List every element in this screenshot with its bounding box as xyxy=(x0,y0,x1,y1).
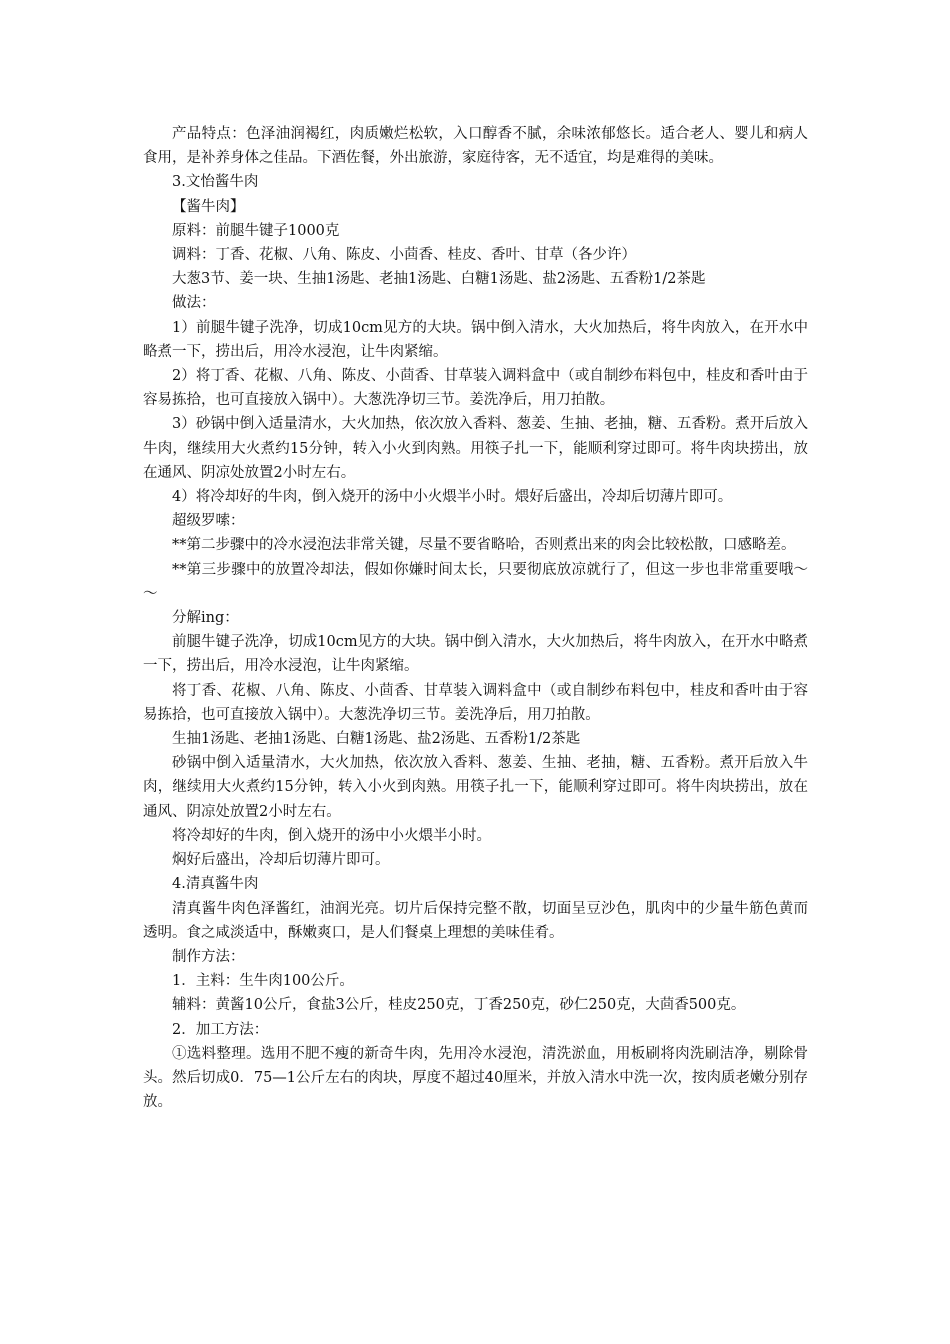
breakdown-step-3: 砂锅中倒入适量清水，大火加热，依次放入香料、葱姜、生抽、老抽，糖、五香粉。煮开后放入牛肉，继续用大火煮约15分钟，转入小火到肉熟。用筷子扎一下，能顺利穿过即可。将牛肉块捞出，放在通风、阴凉处放置2小时左右。 xyxy=(143,755,808,820)
note-1: **第二步骤中的冷水浸泡法非常关键，尽量不要省略哈，否则煮出来的肉会比较松散，口感略差。 xyxy=(172,537,796,554)
paragraph-product-features: 产品特点：色泽油润褐红，肉质嫩烂松软，入口醇香不腻，余味浓郁悠长。适合老人、婴儿和病人食用，是补养身体之佳品。下酒佐餐，外出旅游，家庭待客，无不适宜，均是难得的美味。 xyxy=(143,126,808,167)
breakdown-seasoning: 生抽1汤匙、老抽1汤匙、白糖1汤匙、盐2汤匙、五香粉1/2茶匙 xyxy=(172,731,581,748)
section-heading-3: 3.文怡酱牛肉 xyxy=(172,174,259,191)
note-2: **第三步骤中的放置冷却法，假如你嫌时间太长，只要彻底放凉就行了，但这一步也非常重要哦～～ xyxy=(143,561,808,602)
breakdown-step-4: 将冷却好的牛肉，倒入烧开的汤中小火煨半小时。 xyxy=(172,827,491,844)
method-step-4: 4）将冷却好的牛肉，倒入烧开的汤中小火煨半小时。煨好后盛出，冷却后切薄片即可。 xyxy=(172,489,733,506)
method-step-2: 2）将丁香、花椒、八角、陈皮、小茴香、甘草装入调料盒中（或自制纱布料包中，桂皮和香叶由于容易拣拾，也可直接放入锅中）。大葱洗净切三节。姜洗净后，用刀拍散。 xyxy=(143,368,808,409)
notes-heading: 超级罗嗦： xyxy=(172,513,245,530)
section-heading-4: 4.清真酱牛肉 xyxy=(172,876,259,893)
auxiliary-ingredients: 辅料：黄酱10公斤，食盐3公斤，桂皮250克，丁香250克，砂仁250克，大茴香500克。 xyxy=(172,997,746,1014)
breakdown-step-1: 前腿牛键子洗净，切成10cm见方的大块。锅中倒入清水，大火加热后，将牛肉放入，在开水中略煮一下，捞出后，用冷水浸泡，让牛肉紧缩。 xyxy=(143,634,808,675)
processing-heading: 2．加工方法： xyxy=(172,1021,269,1038)
breakdown-step-2: 将丁香、花椒、八角、陈皮、小茴香、甘草装入调料盒中（或自制纱布料包中，桂皮和香叶由于容易拣拾，也可直接放入锅中）。大葱洗净切三节。姜洗净后，用刀拍散。 xyxy=(143,682,808,723)
method-step-1: 1）前腿牛键子洗净，切成10cm见方的大块。锅中倒入清水，大火加热后，将牛肉放入，在开水中略煮一下，捞出后，用冷水浸泡，让牛肉紧缩。 xyxy=(143,319,808,360)
method-step-3: 3）砂锅中倒入适量清水，大火加热，依次放入香料、葱姜、生抽、老抽，糖、五香粉。煮开后放入牛肉，继续用大火煮约15分钟，转入小火到肉熟。用筷子扎一下，能顺利穿过即可。将牛肉块捞出，放在通风、阴凉处放置2小时左右。 xyxy=(143,416,808,481)
processing-step-1: ①选料整理。选用不肥不瘦的新奇牛肉，先用冷水浸泡，清洗淤血，用板刷将肉洗刷洁净，剔除骨头。然后切成0．75—1公斤左右的肉块，厚度不超过40厘米，并放入清水中洗一次，按肉质老嫩分别存放。 xyxy=(143,1045,808,1111)
paragraph-halal-description: 清真酱牛肉色泽酱红，油润光亮。切片后保持完整不散，切面呈豆沙色，肌肉中的少量牛筋色黄而透明。食之咸淡适中，酥嫩爽口，是人们餐桌上理想的美味佳肴。 xyxy=(143,900,808,941)
production-heading: 制作方法： xyxy=(172,948,245,965)
document-body xyxy=(143,122,808,1114)
main-ingredient: 1．主料：生牛肉100公斤。 xyxy=(172,973,354,990)
method-heading: 做法： xyxy=(172,295,216,312)
recipe-title: 【酱牛肉】 xyxy=(172,198,245,215)
breakdown-heading: 分解ing： xyxy=(172,610,239,627)
ingredients-spices: 调料：丁香、花椒、八角、陈皮、小茴香、桂皮、香叶、甘草（各少许） xyxy=(172,247,636,264)
breakdown-step-5: 焖好后盛出，冷却后切薄片即可。 xyxy=(172,852,390,869)
ingredients-main: 原料：前腿牛键子1000克 xyxy=(172,222,340,239)
ingredients-seasoning: 大葱3节、姜一块、生抽1汤匙、老抽1汤匙、白糖1汤匙、盐2汤匙、五香粉1/2茶匙 xyxy=(172,271,706,288)
